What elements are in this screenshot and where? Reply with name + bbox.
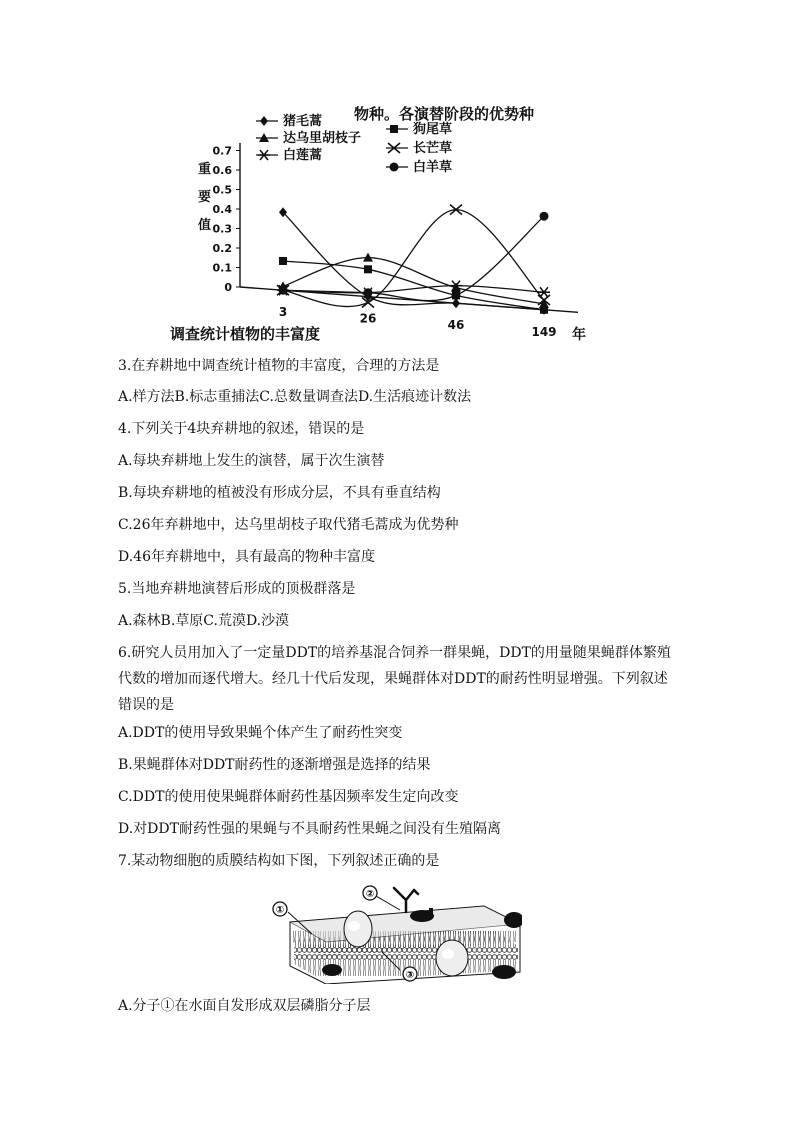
data-point-1-0 (279, 257, 287, 265)
y-tick-label: 0.6 (212, 164, 232, 177)
data-point-5-0 (279, 286, 288, 295)
y-tick-label: 0.7 (212, 144, 232, 158)
legend-label-1: 狗尾草 (413, 122, 453, 137)
legend-label-4: 白莲蒿 (283, 148, 323, 163)
succession-chart (168, 95, 628, 345)
question-7: 7.某动物细胞的质膜结构如下图，下列叙述正确的是 (118, 853, 440, 869)
data-point-5-2 (452, 291, 461, 300)
data-point-5-3 (540, 212, 549, 221)
y-axis-label-char: 要 (198, 190, 212, 205)
x-unit-label: 年 (572, 327, 586, 343)
legend-marker-5 (390, 163, 399, 172)
y-tick-label: 0.5 (212, 183, 232, 197)
series-line-0 (283, 212, 544, 310)
question-4-option-b: B.每块弃耕地的植被没有形成分层，不具有垂直结构 (118, 485, 441, 501)
y-tick-label: 0.1 (212, 261, 232, 275)
x-tick-label: 26 (359, 311, 377, 326)
legend-marker-0 (260, 116, 268, 126)
svg-text:③: ③ (405, 970, 415, 981)
data-point-1-1 (364, 265, 372, 273)
question-4: 4.下列关于4块弃耕地的叙述，错误的是 (118, 421, 365, 437)
question-4-option-d: D.46年弃耕地中，具有最高的物种丰富度 (118, 549, 375, 565)
legend-label-0: 猪毛蒿 (283, 114, 323, 129)
question-7-option-a: A.分子①在水面自发形成双层磷脂分子层 (118, 998, 371, 1014)
question-4-option-c: C.26年弃耕地中，达乌里胡枝子取代猪毛蒿成为优势种 (118, 517, 459, 533)
y-tick-label: 0.2 (212, 242, 232, 255)
question-6-option-b: B.果蝇群体对DDT耐药性的逐渐增强是选择的结果 (118, 757, 431, 773)
figure-header: 物种。各演替阶段的优势种 (354, 105, 535, 123)
label-3 (403, 967, 417, 981)
question-5: 5.当地弃耕地演替后形成的顶极群落是 (118, 581, 356, 597)
chart-svg (168, 95, 628, 345)
question-3-options: A.样方法B.标志重捕法C.总数量调查法D.生活痕迹计数法 (118, 389, 472, 405)
legend-label-2: 达乌里胡枝子 (283, 131, 362, 146)
question-6: 6.研究人员用加入了一定量DDT的培养基混合饲养一群果蝇，DDT的用量随果蝇群体繁殖代数的增加而逐代增大。经几十代后发现，果蝇群体对DDT的耐药性明显增强。下列叙述错误的是 (118, 645, 671, 713)
question-6-option-c: C.DDT的使用使果蝇群体耐药性基因频率发生定向改变 (118, 789, 459, 805)
figure-footer: 调查统计植物的丰富度 (170, 325, 321, 343)
x-tick-label: 46 (447, 318, 465, 333)
legend-marker-4 (258, 150, 270, 160)
svg-text:②: ② (365, 889, 375, 900)
question-4-option-a: A.每块弃耕地上发生的演替，属于次生演替 (118, 453, 385, 469)
question-6-option-d: D.对DDT耐药性强的果蝇与不具耐药性果蝇之间没有生殖隔离 (118, 821, 501, 837)
y-axis-label-char: 值 (198, 218, 212, 233)
svg-text:①: ① (275, 905, 285, 916)
legend-label-3: 长芒草 (413, 141, 453, 156)
y-tick-label: 0.3 (212, 222, 232, 236)
y-axis-label-char: 重 (198, 162, 212, 177)
data-point-5-1 (364, 288, 373, 297)
legend-label-5: 白羊草 (413, 160, 453, 175)
label-2 (363, 886, 377, 900)
label-1 (273, 902, 287, 916)
y-tick-label: 0.4 (212, 203, 232, 216)
y-tick-label: 0 (224, 281, 232, 294)
x-tick-label: 149 (531, 324, 557, 339)
question-5-options: A.森林B.草原C.荒漠D.沙漠 (118, 613, 290, 629)
question-6-option-a: A.DDT的使用导致果蝇个体产生了耐药性突变 (118, 725, 403, 741)
series-line-2 (283, 258, 544, 304)
x-tick-label: 3 (278, 305, 288, 320)
question-3: 3.在弃耕地中调查统计植物的丰富度，合理的方法是 (118, 358, 440, 374)
legend-marker-1 (390, 125, 398, 133)
cell-membrane-diagram (272, 884, 522, 984)
